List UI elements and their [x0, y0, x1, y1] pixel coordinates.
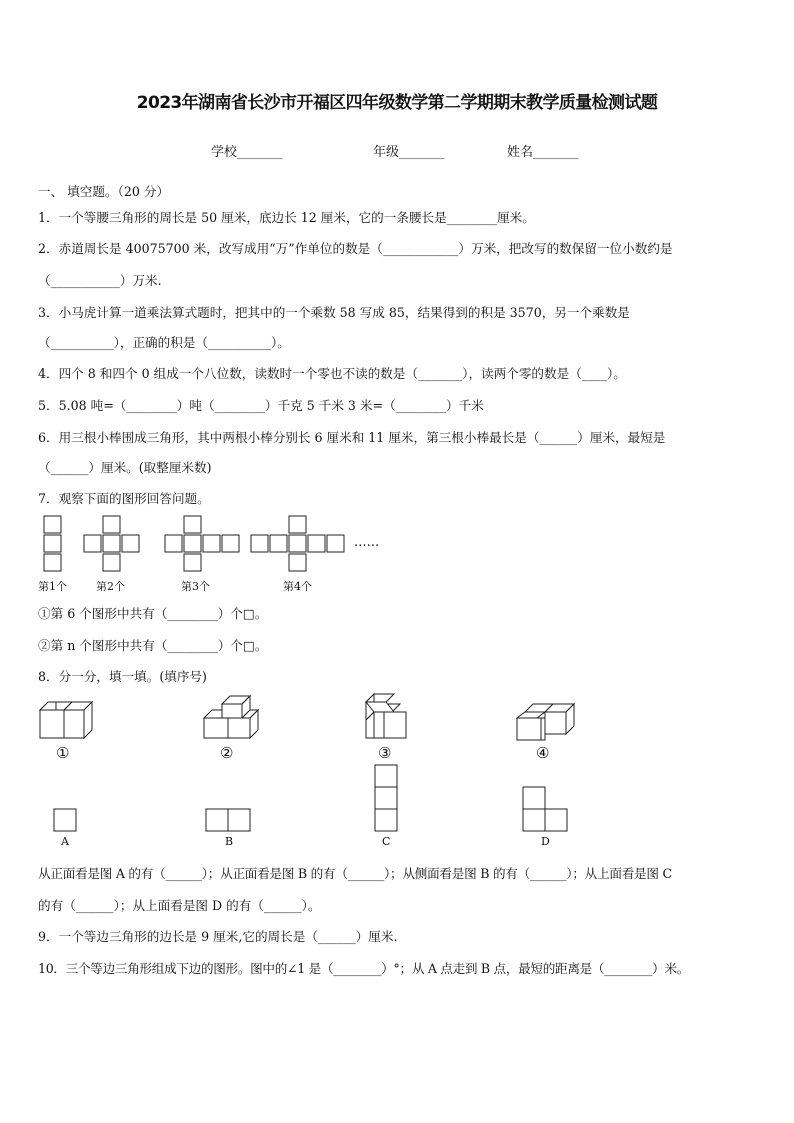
solid-label-3: ③ [378, 744, 392, 762]
view-label-a: A [61, 835, 69, 848]
pattern-ellipsis: …… [354, 534, 380, 549]
question-7: 7．观察下面的图形回答问题。 [38, 491, 210, 506]
question-7-part1: ①第 6 个图形中共有（________）个□。 [38, 606, 268, 621]
view-label-b: B [225, 835, 234, 848]
name-field[interactable]: 姓名_______ [507, 145, 579, 160]
question-5: 5．5.08 吨=（________）吨（________）千克 5 千米 3 米=（________）千米 [38, 398, 484, 413]
pattern-label-3: 第3个 [181, 580, 210, 593]
question-3-line1: 3．小马虎计算一道乘法算式题时，把其中的一个乘数 58 写成 85，结果得到的积是 3570，另一个乘数是 [38, 305, 630, 320]
section-heading: 一、 填空题。（20 分） [38, 184, 170, 199]
grade-field[interactable]: 年级_______ [373, 145, 445, 160]
question-8-line1: 从正面看是图 A 的有（______）；从正面看是图 B 的有（______）；从侧面看是图 B 的有（______）；从上面看是图 C [38, 866, 672, 881]
question-7-part2: ②第 n 个图形中共有（________）个□。 [38, 638, 268, 653]
question-1: 1．一个等腰三角形的周长是 50 厘米，底边长 12 厘米，它的一条腰长是________厘米。 [38, 210, 535, 225]
question-8: 8．分一分，填一填。(填序号) [38, 669, 207, 684]
solid-label-2: ② [220, 744, 234, 762]
pattern-label-2: 第2个 [96, 580, 125, 593]
pattern-label-1: 第1个 [38, 580, 67, 593]
question-6-line1: 6．用三根小棒围成三角形，其中两根小棒分别长 6 厘米和 11 厘米，第三根小棒最长是（______）厘米，最短是 [38, 430, 666, 445]
question-4: 4．四个 8 和四个 0 组成一个八位数，读数时一个零也不读的数是（_______），读两个零的数是（____）。 [38, 366, 626, 381]
solid-label-4: ④ [536, 744, 550, 762]
question-10: 10．三个等边三角形组成下边的图形。图中的∠1 是（________）°；从 A 点走到 B 点，最短的距离是（________）米。 [38, 961, 690, 976]
question-9: 9．一个等边三角形的边长是 9 厘米,它的周长是（______）厘米. [38, 929, 398, 944]
view-label-c: C [382, 835, 391, 848]
solid-label-1: ① [56, 744, 70, 762]
question-3-line2: （__________），正确的积是（__________）。 [38, 335, 290, 350]
school-field[interactable]: 学校_______ [211, 145, 283, 160]
question-2-line1: 2．赤道周长是 40075700 米，改写成用“万”作单位的数是（____________）万米，把改写的数保留一位小数约是 [38, 241, 673, 256]
page-title: 2023年湖南省长沙市开福区四年级数学第二学期期末教学质量检测试题 [136, 93, 658, 113]
question-6-line2: （______）厘米。(取整厘米数) [38, 460, 212, 475]
question-2-line2: （___________）万米. [38, 273, 162, 288]
view-label-d: D [541, 835, 550, 848]
pattern-label-4: 第4个 [283, 580, 312, 593]
question-8-line2: 的有（______）；从上面看是图 D 的有（______）。 [38, 898, 321, 913]
